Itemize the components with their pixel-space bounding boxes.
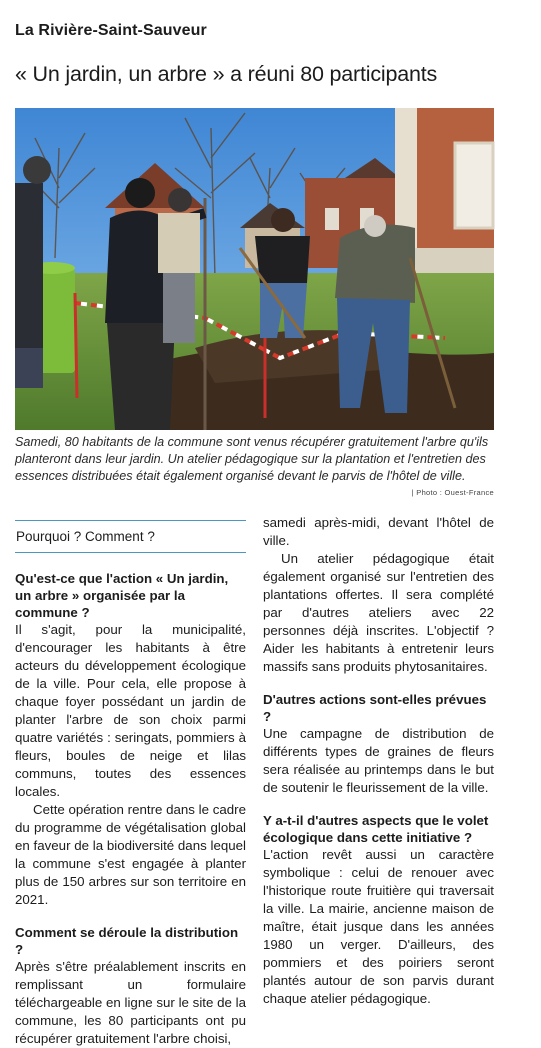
body-paragraph: Après s'être préalablement inscrits en remplissant un formulaire téléchargeable en ligne sur le site de la commune, les 80 participants ont pu récupérer gratuitement l'arbre choisi, [15, 959, 246, 1046]
question-heading: Comment se déroule la distribution ? [15, 925, 239, 957]
body-paragraph: samedi après-midi, devant l'hôtel de ville. [263, 515, 494, 548]
body-paragraph: Une campagne de distribution de différents types de graines de fleurs sera réalisée au printemps dans le but de soutenir le fleurissement de la ville. [263, 726, 494, 795]
body-paragraph: Cette opération rentre dans le cadre du programme de végétalisation global en faveur de la biodiversité dans lequel la commune s'est engagée à planter plus de 150 arbres sur son territoire en 2021. [15, 802, 246, 907]
body-paragraph: Un atelier pédagogique était également organisé sur l'entretien des plantations offertes. Il sera complété par d'autres ateliers avec 22 personnes déjà inscrites. L'objectif ? Aider les habitants à entretenir leurs massifs sans produits phytosanitaires. [263, 551, 494, 674]
question-heading: Qu'est-ce que l'action « Un jardin, un arbre » organisée par la commune ? [15, 571, 229, 620]
article-headline: « Un jardin, un arbre » a réuni 80 participants [15, 62, 438, 86]
article-column-left [15, 514, 246, 1048]
body-paragraph: Il s'agit, pour la municipalité, d'encourager les habitants à être acteurs du développement écologique de la ville. Pour cela, elle propose à chaque foyer possédant un jardin de planter l'arbre de son choix parmi quatre variétés : seringats, pommiers à fleurs, boules de neige et lilas communs, toutes des essences locales. [15, 622, 246, 799]
column-right-body [263, 514, 494, 1008]
photo-caption: Samedi, 80 habitants de la commune sont venus récupérer gratuitement l'arbre qu'ils planteront dans leur jardin. Un atelier pédagogique sur la plantation et l'entretien des essences distribuées était également organisé devant le parvis de l'hôtel de ville. [15, 435, 489, 483]
question-heading: D'autres actions sont-elles prévues ? [263, 692, 487, 724]
body-paragraph: L'action revêt aussi un caractère symbolique : celui de renouer avec l'historique route fruitière qui traversait la ville. La mairie, ancienne maison de maître, était jusque dans les années 1980 un verger. D'ailleurs, des pommiers et des poiriers seront plantés autour de son parvis durant chaque atelier pédagogique. [263, 847, 494, 1006]
question-heading: Y a-t-il d'autres aspects que le volet écologique dans cette initiative ? [263, 813, 489, 845]
rubric-title: Pourquoi ? Comment ? [15, 520, 246, 553]
photo-credit: | Photo : Ouest-France [411, 488, 494, 497]
column-left-body [15, 570, 246, 1048]
locality-heading: La Rivière-Saint-Sauveur [15, 22, 207, 39]
article-column-right [263, 514, 494, 1008]
article-photo [15, 108, 494, 430]
